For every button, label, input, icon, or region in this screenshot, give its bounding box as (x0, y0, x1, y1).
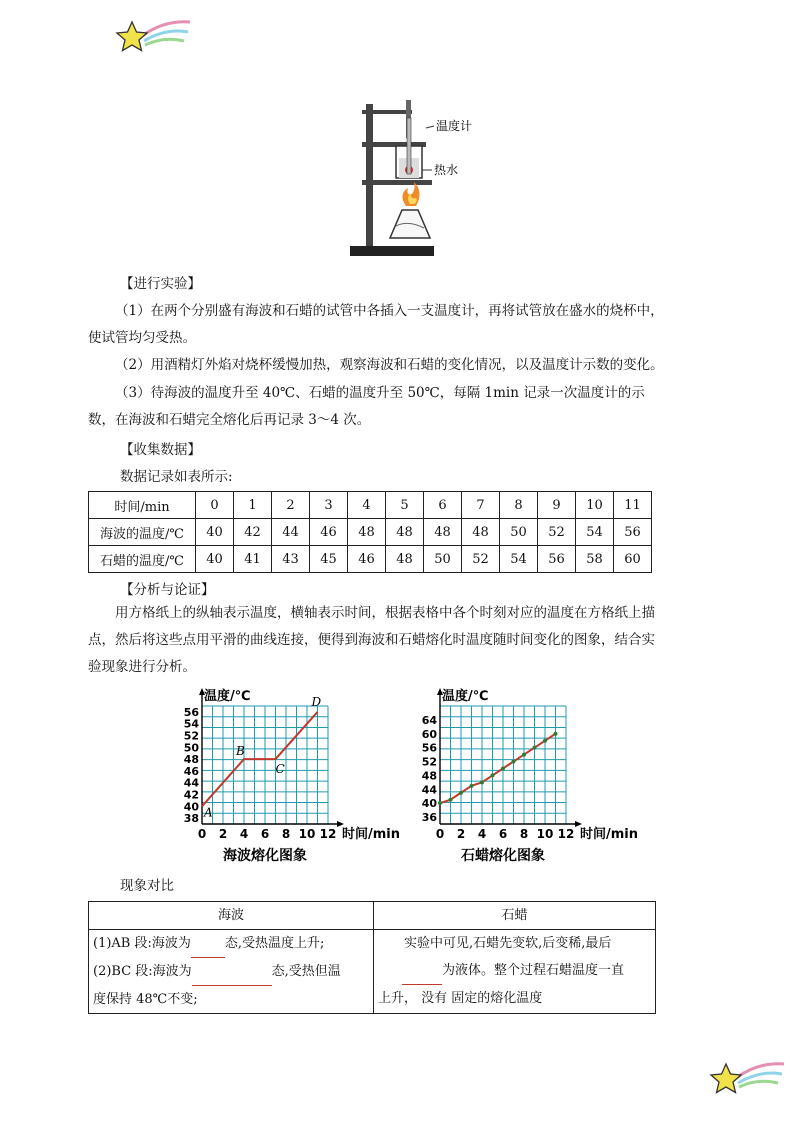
x-tick-label: 4 (477, 827, 487, 841)
wax-text-1: 实验中可见,石蜡先变软,后变稀,最后 (404, 936, 612, 951)
x-tick-label: 6 (260, 827, 270, 841)
table-cell: 44 (272, 519, 310, 546)
table-cell: 58 (576, 546, 614, 573)
wax-text-2: 为液体。整个过程石蜡温度一直 (442, 963, 625, 978)
data-point (533, 746, 537, 750)
table-row (89, 930, 656, 1014)
table-cell: 40 (196, 546, 234, 573)
y-tick-label: 44 (421, 783, 437, 797)
y-tick-label: 38 (183, 812, 199, 826)
table-cell: 60 (614, 546, 652, 573)
table-cell: 52 (538, 519, 576, 546)
y-tick-label: 42 (183, 788, 199, 802)
x-tick-label: 12 (557, 827, 575, 841)
table-cell: 50 (500, 519, 538, 546)
table-cell: 56 (538, 546, 576, 573)
data-heading: 【收集数据】 (120, 442, 201, 458)
experiment-step-3: （3）待海波的温度升至 40℃、石蜡的温度升至 50℃，每隔 1min 记录一次温度计的示数，在海波和石蜡完全熔化后再记录 3～4 次。 (88, 385, 645, 428)
x-tick-label: 8 (519, 827, 529, 841)
data-point (480, 780, 484, 784)
point-label: C (275, 762, 285, 777)
x-tick-label: 0 (197, 827, 207, 841)
chart-title: 海波熔化图象 (223, 848, 307, 864)
table-cell: 48 (386, 546, 424, 573)
y-tick-label: 64 (421, 713, 437, 727)
table-cell: 11 (614, 492, 652, 519)
table-cell: 10 (576, 492, 614, 519)
hypo-melting-chart (180, 684, 420, 868)
answer-blank[interactable] (192, 958, 272, 986)
analysis-text: 用方格纸上的纵轴表示温度，横轴表示时间，根据表格中各个时刻对应的温度在方格纸上描点，然后将这些点用平滑的曲线连接，便得到海波和石蜡熔化时温度随时间变化的图象，结合实验现象进行分析。 (88, 605, 655, 675)
x-tick-label: 12 (319, 827, 337, 841)
row-header-hypo: 海波的温度/℃ (89, 519, 196, 546)
point-label: D (311, 694, 322, 709)
table-cell: 48 (462, 519, 500, 546)
shooting-star-icon-top (112, 14, 194, 62)
experiment-step-2: （2）用酒精灯外焰对烧杯缓慢加热，观察海波和石蜡的变化情况，以及温度计示数的变化。 (115, 357, 664, 373)
x-tick-label: 10 (536, 827, 554, 841)
hypo-ab-text-end: 态,受热温度上升; (224, 936, 325, 951)
table-cell: 1 (234, 492, 272, 519)
hypo-phenomena (89, 930, 374, 1014)
data-intro: 数据记录如表所示: (120, 469, 233, 485)
chart-title: 石蜡熔化图象 (461, 848, 545, 864)
hypo-ab-text: (1)AB 段:海波为 (93, 936, 191, 951)
y-tick-label: 48 (183, 753, 199, 767)
y-tick-label: 54 (183, 717, 199, 731)
shooting-star-icon-bottom (706, 1056, 788, 1104)
table-cell: 3 (310, 492, 348, 519)
table-cell: 48 (386, 519, 424, 546)
table-cell: 52 (462, 546, 500, 573)
col-header-hypo: 海波 (89, 902, 374, 930)
table-cell: 56 (614, 519, 652, 546)
y-tick-label: 48 (421, 769, 437, 783)
x-tick-label: 2 (218, 827, 228, 841)
table-cell: 2 (272, 492, 310, 519)
wax-phenomena (374, 930, 656, 1014)
y-tick-label: 56 (183, 705, 199, 719)
table-cell: 7 (462, 492, 500, 519)
table-cell: 54 (500, 546, 538, 573)
experiment-step-1: （1）在两个分别盛有海波和石蜡的试管中各插入一支温度计，再将试管放在盛水的烧杯中，使试管均匀受热。 (88, 303, 664, 346)
table-cell: 6 (424, 492, 462, 519)
data-point (459, 791, 463, 795)
table-row (89, 902, 656, 930)
hypo-bc-text: (2)BC 段:海波为 (93, 964, 192, 979)
data-point (438, 801, 442, 805)
x-tick-label: 0 (435, 827, 445, 841)
y-tick-label: 56 (421, 741, 437, 755)
x-tick-label: 2 (456, 827, 466, 841)
row-header-time: 时间/min (89, 492, 196, 519)
table-cell: 0 (196, 492, 234, 519)
table-cell: 46 (348, 546, 386, 573)
data-point (554, 732, 558, 736)
x-axis-label: 时间/min (342, 827, 401, 842)
series-line (440, 734, 556, 803)
data-point (501, 766, 505, 770)
table-cell: 48 (348, 519, 386, 546)
hypo-bc-text-end: 态,受热但温 (271, 964, 341, 979)
data-point (470, 784, 474, 788)
y-tick-label: 52 (421, 755, 437, 769)
y-tick-label: 46 (183, 764, 199, 778)
data-point (543, 739, 547, 743)
y-tick-label: 60 (421, 727, 437, 741)
col-header-wax: 石蜡 (374, 902, 656, 930)
table-cell: 54 (576, 519, 614, 546)
x-tick-label: 4 (239, 827, 249, 841)
y-tick-label: 36 (421, 811, 437, 825)
experiment-apparatus (350, 98, 480, 260)
y-tick-label: 44 (183, 776, 199, 790)
table-row (89, 492, 652, 519)
y-tick-label: 52 (183, 729, 199, 743)
table-cell: 9 (538, 492, 576, 519)
table-cell: 40 (196, 519, 234, 546)
x-tick-label: 6 (498, 827, 508, 841)
analysis-heading: 【分析与论证】 (120, 582, 215, 598)
data-point (491, 773, 495, 777)
table-cell: 48 (424, 519, 462, 546)
experiment-heading: 【进行实验】 (120, 276, 201, 292)
point-label: A (204, 805, 213, 820)
x-tick-label: 10 (298, 827, 316, 841)
data-point (512, 760, 516, 764)
hot-water-label: 热水 (434, 163, 459, 177)
y-tick-label: 50 (183, 741, 199, 755)
table-cell: 46 (310, 519, 348, 546)
y-tick-label: 40 (421, 797, 437, 811)
thermometer-label: 温度计 (436, 119, 473, 133)
wax-text-3: 上升， 没有 固定的熔化温度 (378, 991, 543, 1006)
answer-blank[interactable] (191, 930, 225, 958)
x-tick-label: 8 (281, 827, 291, 841)
table-cell: 41 (234, 546, 272, 573)
table-cell: 5 (386, 492, 424, 519)
table-cell: 8 (500, 492, 538, 519)
y-axis-label: 温度/℃ (204, 689, 251, 704)
point-label: B (236, 744, 245, 759)
table-cell: 4 (348, 492, 386, 519)
wax-melting-chart (418, 684, 658, 868)
data-point (522, 753, 526, 757)
table-cell: 43 (272, 546, 310, 573)
data-point (449, 798, 453, 802)
hypo-bc-text-cont: 度保持 48℃不变; (93, 992, 198, 1007)
comparison-table (88, 901, 656, 1014)
answer-blank[interactable] (402, 957, 442, 985)
table-cell: 42 (234, 519, 272, 546)
y-axis-label: 温度/℃ (442, 689, 489, 704)
table-row (89, 546, 652, 573)
row-header-wax: 石蜡的温度/℃ (89, 546, 196, 573)
table-cell: 45 (310, 546, 348, 573)
y-tick-label: 40 (183, 800, 199, 814)
table-cell: 50 (424, 546, 462, 573)
temperature-table (88, 491, 652, 573)
x-axis-label: 时间/min (580, 827, 639, 842)
comparison-heading: 现象对比 (120, 878, 174, 894)
table-row (89, 519, 652, 546)
